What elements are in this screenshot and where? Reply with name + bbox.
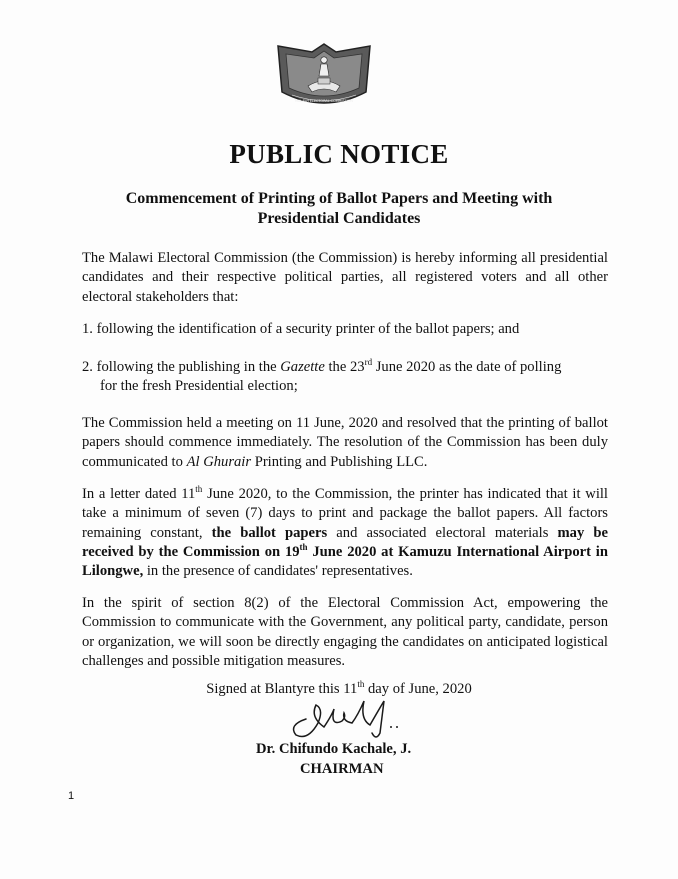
handwritten-signature: [284, 697, 424, 743]
subtitle-line-2: Presidential Candidates: [257, 210, 421, 227]
bold-received-date: may be received by the Commission on 19: [82, 524, 608, 560]
electoral-commission-logo: [272, 40, 376, 110]
bold-ballot-papers: the ballot papers: [211, 524, 328, 541]
gazette-text: Gazette: [280, 359, 325, 375]
signed-text: Signed at Blantyre this 11: [206, 681, 358, 697]
subtitle: [70, 189, 608, 229]
signed-date: day of June, 2020: [367, 681, 472, 697]
logo-lettering: MALAWI ELECTORAL COMMISSION: [295, 99, 353, 103]
paragraph-spirit: In the spirit of section 8(2) of the Electoral Commission Act, empowering the Commission to communicate with the Government, any political party, candidate, person or organization, we will soon be directly engaging the candidates on anticipated logistical challenges and possible mitigation measures.: [82, 595, 608, 669]
list-item-2: [82, 358, 608, 397]
list-item-2-continuation: for the fresh Presidential election;: [100, 378, 298, 395]
list-item-2-date: the 23: [328, 359, 365, 375]
intro-paragraph: The Malawi Electoral Commission (the Commission) is hereby informing all presidential candidates and their respective political parties, all registered voters and all other electoral stakeholders that:: [82, 250, 608, 305]
list-item-1: 1. following the identification of a security printer of the ballot papers; and: [82, 321, 520, 337]
ordinal-sup: rd: [364, 357, 373, 368]
ordinal-sup: th: [299, 542, 308, 553]
signer-name: Dr. Chifundo Kachale, J.: [256, 741, 412, 757]
subtitle-line-1: Commencement of Printing of Ballot Papers and Meeting with: [125, 190, 553, 207]
page-title: PUBLIC NOTICE: [229, 139, 449, 169]
list-item-2-number: 2.: [82, 359, 93, 375]
paragraph-letter-text-2: and associated electoral materials: [336, 524, 549, 541]
paragraph-meeting: [82, 414, 608, 472]
paragraph-meeting-text: The Commission held a meeting on 11 June, 2020 and resolved that the printing of ballot papers should commence immediately. The resolution of the Commission has been duly communicated to: [82, 415, 608, 470]
ordinal-sup: th: [195, 484, 203, 495]
bold-airport: June 2020 at Kamuzu International Airport in Lilongwe,: [82, 543, 608, 580]
page-number: 1: [68, 790, 75, 802]
ordinal-sup: th: [357, 679, 365, 690]
paragraph-letter-text: June 2020, to the Commission, the printer has indicated that it will take a minimum of seven (7) days to print and package the ballot papers. All factors remaining constant,: [82, 486, 608, 541]
printer-name: Al Ghurair: [186, 453, 252, 470]
signed-line: [0, 681, 678, 698]
paragraph-letter: [82, 485, 608, 581]
paragraph-meeting-end: Printing and Publishing LLC.: [254, 453, 428, 470]
list-item-2-text: following the publishing in the: [96, 359, 277, 375]
list-item-2-text-end: June 2020 as the date of polling: [375, 359, 562, 375]
paragraph-letter-end: in the presence of candidates' representatives.: [146, 563, 413, 580]
paragraph-letter-date: In a letter dated 11: [82, 486, 196, 502]
signer-role: CHAIRMAN: [300, 761, 384, 777]
